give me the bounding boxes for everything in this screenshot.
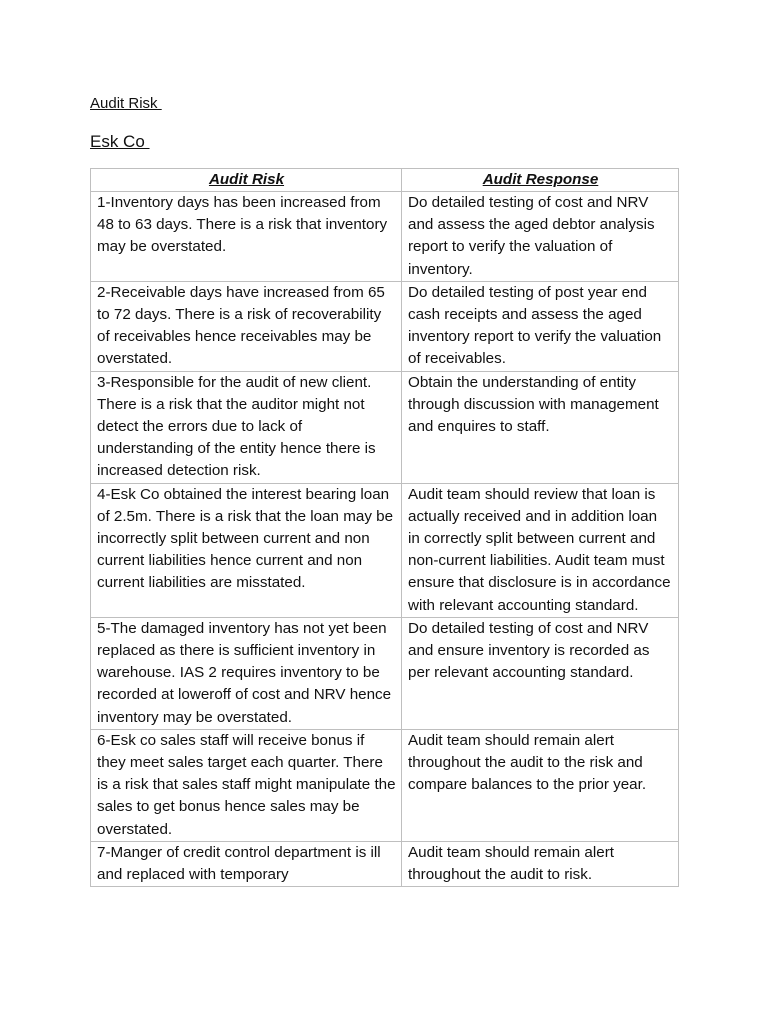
table-header-row	[91, 169, 679, 192]
table-row	[91, 617, 679, 729]
risk-cell: 1-Inventory days has been increased from 48 to 63 days. There is a risk that inventory may be overstated.	[91, 192, 402, 282]
table-row	[91, 483, 679, 617]
risk-cell: 3-Responsible for the audit of new client. There is a risk that the auditor might not detect the errors due to lack of understanding of the entity hence there is increased detection risk.	[91, 371, 402, 483]
risk-cell: 7-Manger of credit control department is ill and replaced with temporary	[91, 841, 402, 886]
table-row	[91, 281, 679, 371]
risk-cell: 2-Receivable days have increased from 65 to 72 days. There is a risk of recoverability of receivables hence receivables may be overstated.	[91, 281, 402, 371]
response-cell: Obtain the understanding of entity through discussion with management and enquires to staff.	[402, 371, 679, 483]
response-cell: Audit team should review that loan is actually received and in addition loan in correctly split between current and non-current liabilities. Audit team must ensure that disclosure is in accordance with relevant accounting standard.	[402, 483, 679, 617]
risk-cell: 4-Esk Co obtained the interest bearing loan of 2.5m. There is a risk that the loan may be incorrectly split between current and non current liabilities hence current and non current liabilities are misstated.	[91, 483, 402, 617]
risk-cell: 5-The damaged inventory has not yet been replaced as there is sufficient inventory in warehouse. IAS 2 requires inventory to be recorded at loweroff of cost and NRV hence inventory may be overstated.	[91, 617, 402, 729]
table-row	[91, 841, 679, 886]
header-audit-response: Audit Response	[402, 169, 679, 192]
risk-cell: 6-Esk co sales staff will receive bonus if they meet sales target each quarter. There is a risk that sales staff might manipulate the sales to get bonus hence sales may be overstated.	[91, 729, 402, 841]
audit-risk-table	[90, 168, 679, 887]
header-audit-risk: Audit Risk	[91, 169, 402, 192]
response-cell: Audit team should remain alert throughout the audit to the risk and compare balances to the prior year.	[402, 729, 679, 841]
response-cell: Audit team should remain alert throughout the audit to risk.	[402, 841, 679, 886]
response-cell: Do detailed testing of post year end cash receipts and assess the aged inventory report to verify the valuation of receivables.	[402, 281, 679, 371]
table-row	[91, 729, 679, 841]
document-title: Audit Risk	[90, 95, 162, 112]
table-row	[91, 371, 679, 483]
response-cell: Do detailed testing of cost and NRV and ensure inventory is recorded as per relevant accounting standard.	[402, 617, 679, 729]
response-cell: Do detailed testing of cost and NRV and assess the aged debtor analysis report to verify the valuation of inventory.	[402, 192, 679, 282]
company-name: Esk Co	[90, 132, 150, 151]
table-row	[91, 192, 679, 282]
